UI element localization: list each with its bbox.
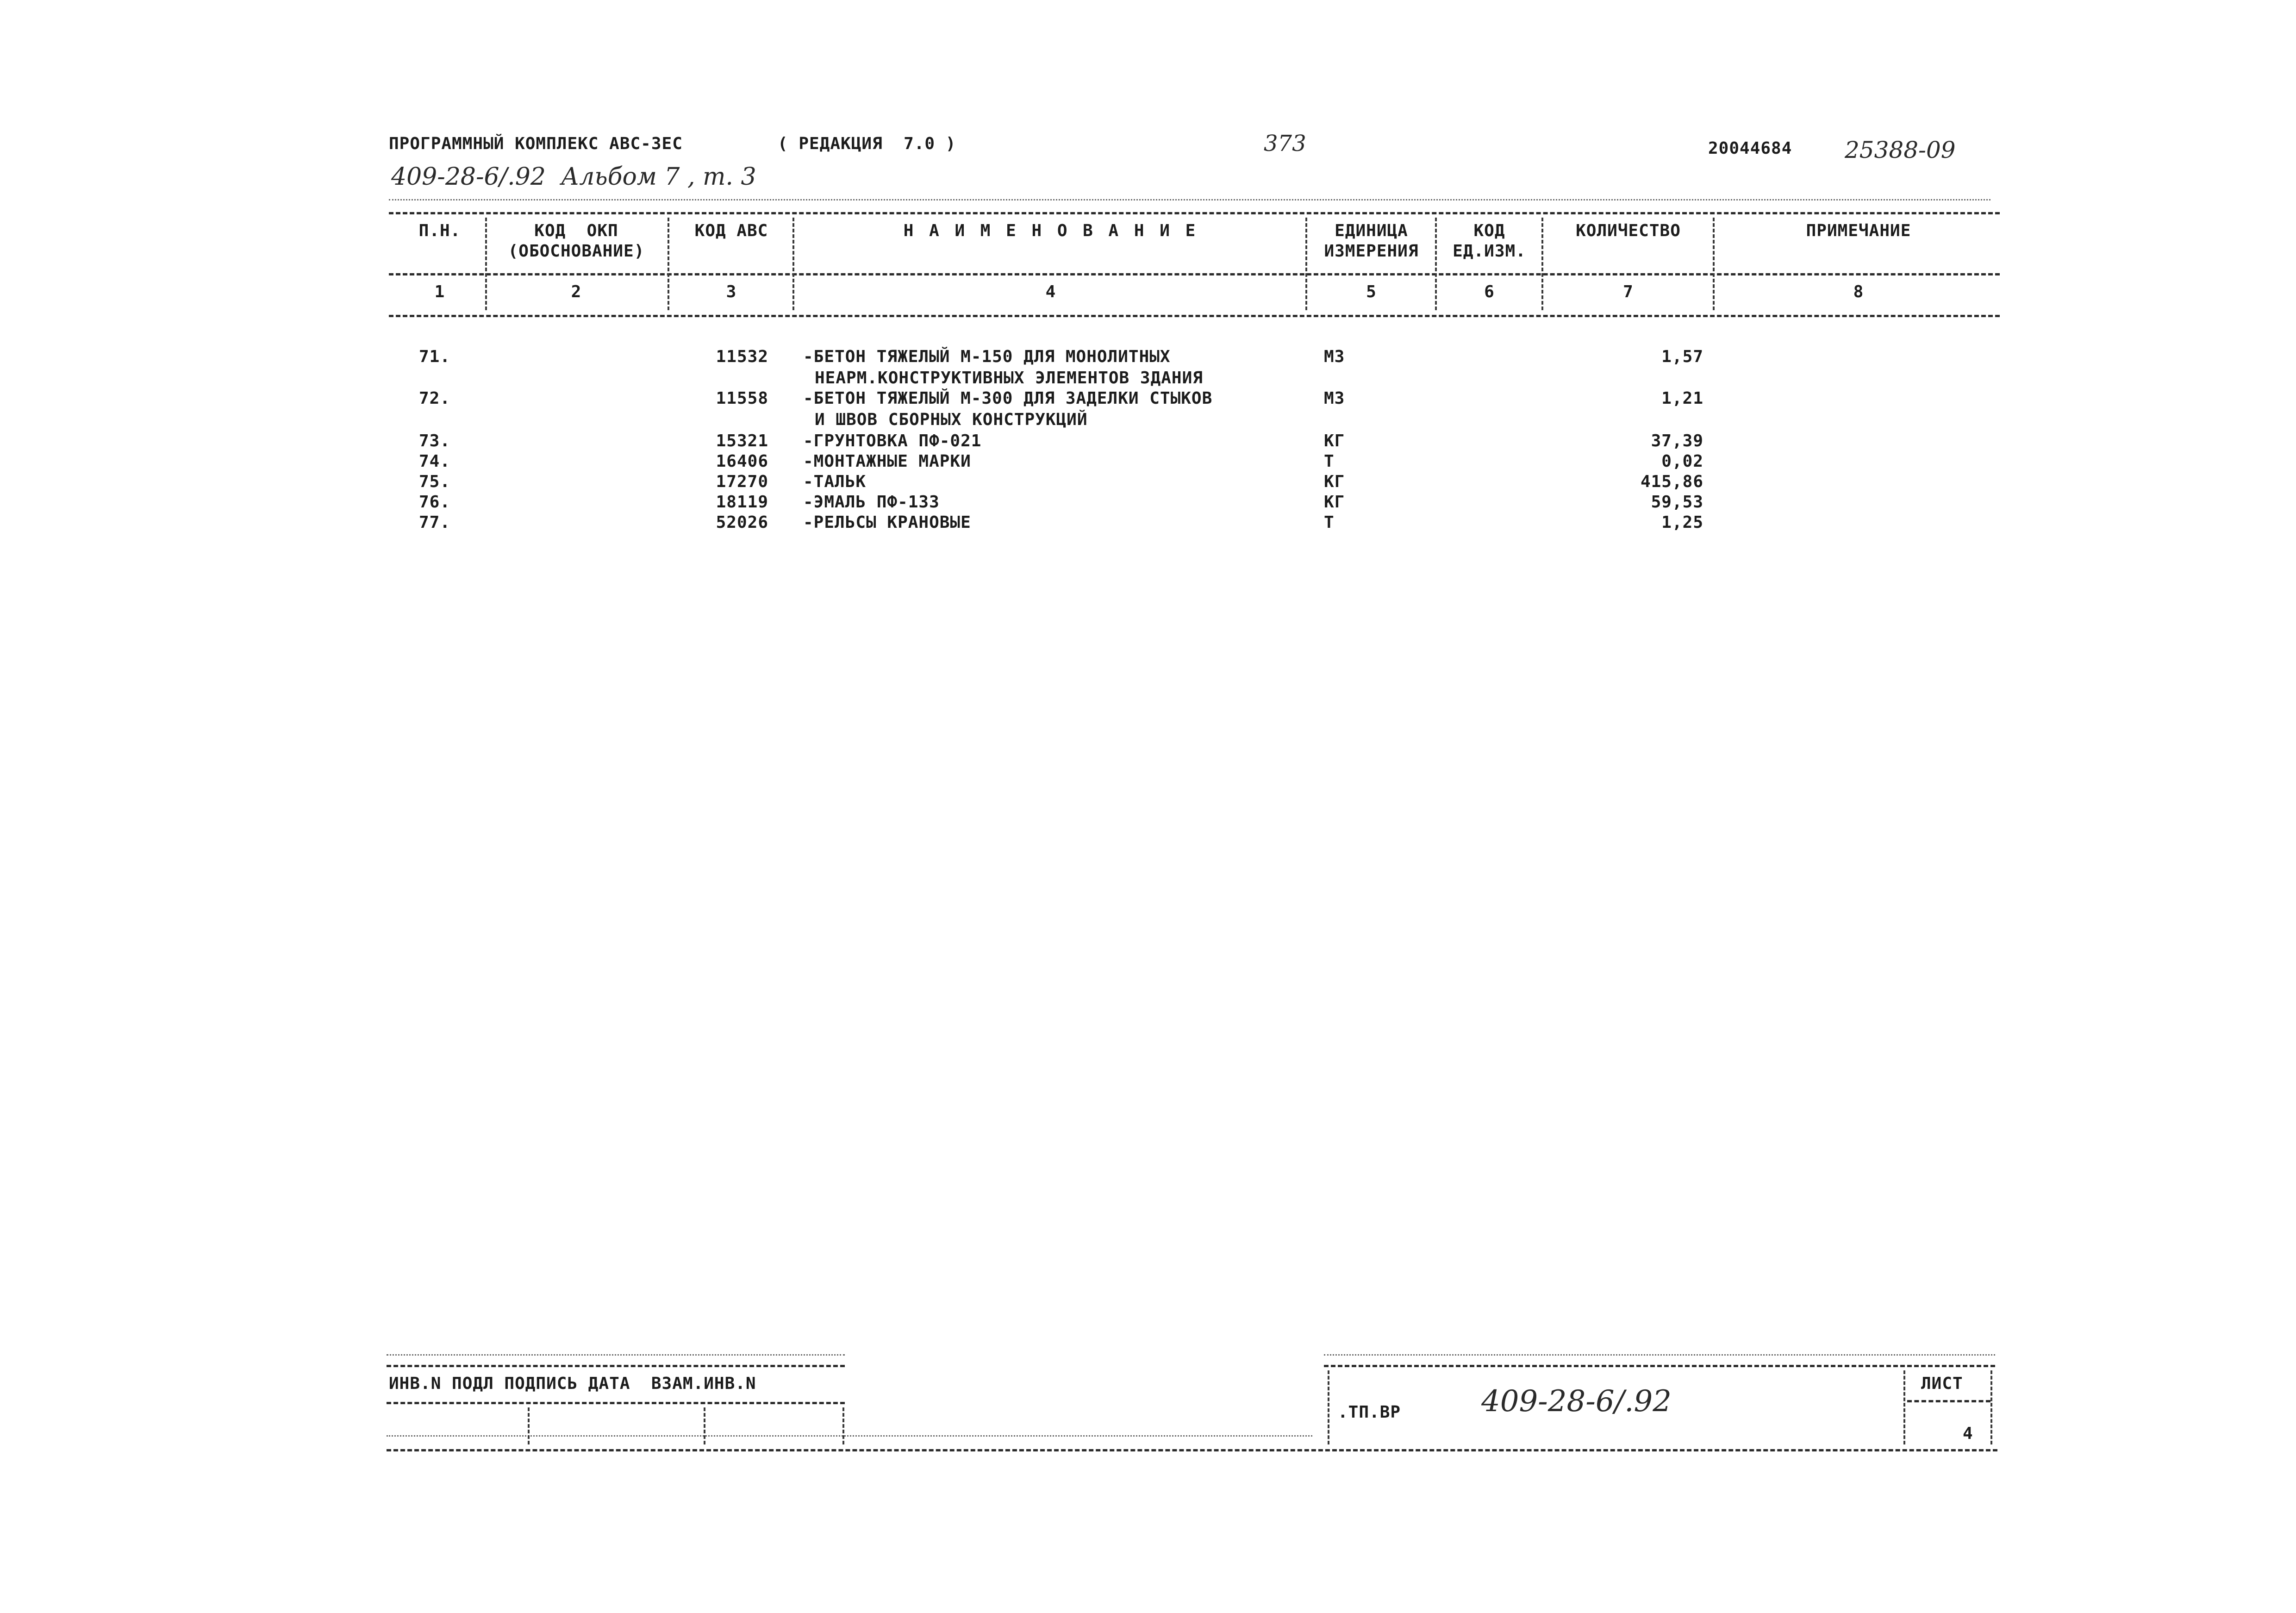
table-row-pn: 76. <box>419 493 451 512</box>
col-number: 4 <box>1045 282 1056 301</box>
col-sep <box>1435 218 1437 310</box>
footer-left-mid-rule <box>387 1402 845 1404</box>
table-row-abc: 11558 <box>716 389 768 408</box>
footer-left-labels: ИНВ.N ПОДЛ ПОДПИСЬ ДАТА ВЗАМ.ИНВ.N <box>389 1374 756 1393</box>
table-row-name: -МОНТАЖНЫЕ МАРКИ <box>803 452 971 471</box>
col-sep <box>1541 218 1543 310</box>
table-row-abc: 15321 <box>716 431 768 450</box>
footer-left-top-rule <box>387 1365 845 1367</box>
table-row-abc: 16406 <box>716 452 768 471</box>
table-row-pn: 71. <box>419 347 451 366</box>
table-row-abc: 17270 <box>716 472 768 491</box>
col-header-okp: КОД ОКП <box>534 221 618 240</box>
col-sep <box>668 218 669 310</box>
col-header-abc: КОД АВС <box>694 221 768 240</box>
table-row-name: -БЕТОН ТЯЖЕЛЫЙ М-150 ДЛЯ МОНОЛИТНЫХ <box>803 347 1171 366</box>
table-row-abc: 11532 <box>716 347 768 366</box>
table-row-name: -ТАЛЬК <box>803 472 867 491</box>
table-row-pn: 72. <box>419 389 451 408</box>
footer-sheet-label: ЛИСТ <box>1921 1374 1963 1393</box>
table-row-name-cont: НЕАРМ.КОНСТРУКТИВНЫХ ЭЛЕМЕНТОВ ЗДАНИЯ <box>815 369 1203 388</box>
program-title: ПРОГРАММНЫЙ КОМПЛЕКС АВС-3ЕС <box>389 134 683 153</box>
table-row-name: -ЭМАЛЬ ПФ-133 <box>803 493 940 512</box>
footer-doc-number: 409-28-6/.92 <box>1481 1384 1672 1419</box>
scan-dots <box>387 1354 845 1356</box>
col-header-qty: КОЛИЧЕСТВО <box>1576 221 1681 240</box>
col-number: 8 <box>1853 282 1864 301</box>
footer-sep <box>528 1407 530 1444</box>
table-row-unit: Т <box>1324 513 1335 532</box>
table-row-pn: 77. <box>419 513 451 532</box>
document-code-handwritten: 25388-09 <box>1845 137 1956 163</box>
col-header-unit: ЕДИНИЦА <box>1335 221 1408 240</box>
table-row-unit: М3 <box>1324 347 1345 366</box>
header-mid-rule <box>389 273 2000 275</box>
document-code: 20044684 <box>1708 139 1792 158</box>
col-sep <box>1305 218 1307 310</box>
col-header-unitcode: КОД <box>1473 221 1505 240</box>
table-row-qty: 1,57 <box>1661 347 1703 366</box>
table-row-name: -БЕТОН ТЯЖЕЛЫЙ М-300 ДЛЯ ЗАДЕЛКИ СТЫКОВ <box>803 389 1213 408</box>
col-header-note: ПРИМЕЧАНИЕ <box>1806 221 1911 240</box>
footer-bottom-rule <box>387 1449 1997 1451</box>
table-row-abc: 18119 <box>716 493 768 512</box>
table-row-unit: М3 <box>1324 389 1345 408</box>
page-number: 373 <box>1264 131 1306 156</box>
table-row-qty: 1,25 <box>1661 513 1703 532</box>
footer-sep <box>1328 1370 1329 1444</box>
scan-dots <box>1324 1354 1995 1356</box>
table-row-qty: 59,53 <box>1651 493 1703 512</box>
edition-label: ( РЕДАКЦИЯ 7.0 ) <box>778 134 956 153</box>
col-number: 6 <box>1484 282 1495 301</box>
col-sep <box>485 218 487 310</box>
col-sep <box>1713 218 1715 310</box>
table-row-pn: 75. <box>419 472 451 491</box>
col-number: 5 <box>1366 282 1377 301</box>
table-row-qty: 1,21 <box>1661 389 1703 408</box>
table-row-unit: Т <box>1324 452 1335 471</box>
footer-sep <box>1990 1370 1992 1444</box>
col-header-okp-sub: (ОБОСНОВАНИЕ) <box>508 242 645 261</box>
header-bottom-rule <box>389 315 2000 317</box>
table-row-abc: 52026 <box>716 513 768 532</box>
col-sep <box>792 218 794 310</box>
footer-sep <box>1903 1370 1905 1444</box>
table-row-qty: 0,02 <box>1661 452 1703 471</box>
col-header-pn: П.Н. <box>418 221 461 240</box>
footer-sep <box>704 1407 705 1444</box>
table-top-rule <box>389 212 2000 214</box>
table-row-unit: КГ <box>1324 472 1345 491</box>
col-number: 7 <box>1623 282 1634 301</box>
footer-sheet-rule <box>1907 1400 1990 1402</box>
col-number: 3 <box>726 282 737 301</box>
footer-sep <box>842 1407 844 1444</box>
scan-dots <box>389 199 1990 200</box>
col-header-name: Н А И М Е Н О В А Н И Е <box>903 221 1198 240</box>
table-row-unit: КГ <box>1324 431 1345 450</box>
table-row-qty: 37,39 <box>1651 431 1703 450</box>
footer-empty-row <box>387 1435 1312 1437</box>
table-row-unit: КГ <box>1324 493 1345 512</box>
table-row-pn: 74. <box>419 452 451 471</box>
table-row-pn: 73. <box>419 431 451 450</box>
col-number: 2 <box>571 282 582 301</box>
footer-sheet-number: 4 <box>1963 1424 1973 1443</box>
col-header-unitcode-sub: ЕД.ИЗМ. <box>1453 242 1526 261</box>
album-reference: 409-28-6/.92 Альбом 7 , т. 3 <box>391 163 756 191</box>
col-header-unit-sub: ИЗМЕРЕНИЯ <box>1324 242 1419 261</box>
table-row-qty: 415,86 <box>1640 472 1703 491</box>
col-number: 1 <box>434 282 445 301</box>
table-row-name: -ГРУНТОВКА ПФ-021 <box>803 431 982 450</box>
table-row-name: -РЕЛЬСЫ КРАНОВЫЕ <box>803 513 971 532</box>
footer-right-top-rule <box>1324 1365 1995 1367</box>
table-row-name-cont: И ШВОВ СБОРНЫХ КОНСТРУКЦИЙ <box>815 410 1088 429</box>
footer-doc-type: .ТП.ВР <box>1338 1403 1401 1422</box>
